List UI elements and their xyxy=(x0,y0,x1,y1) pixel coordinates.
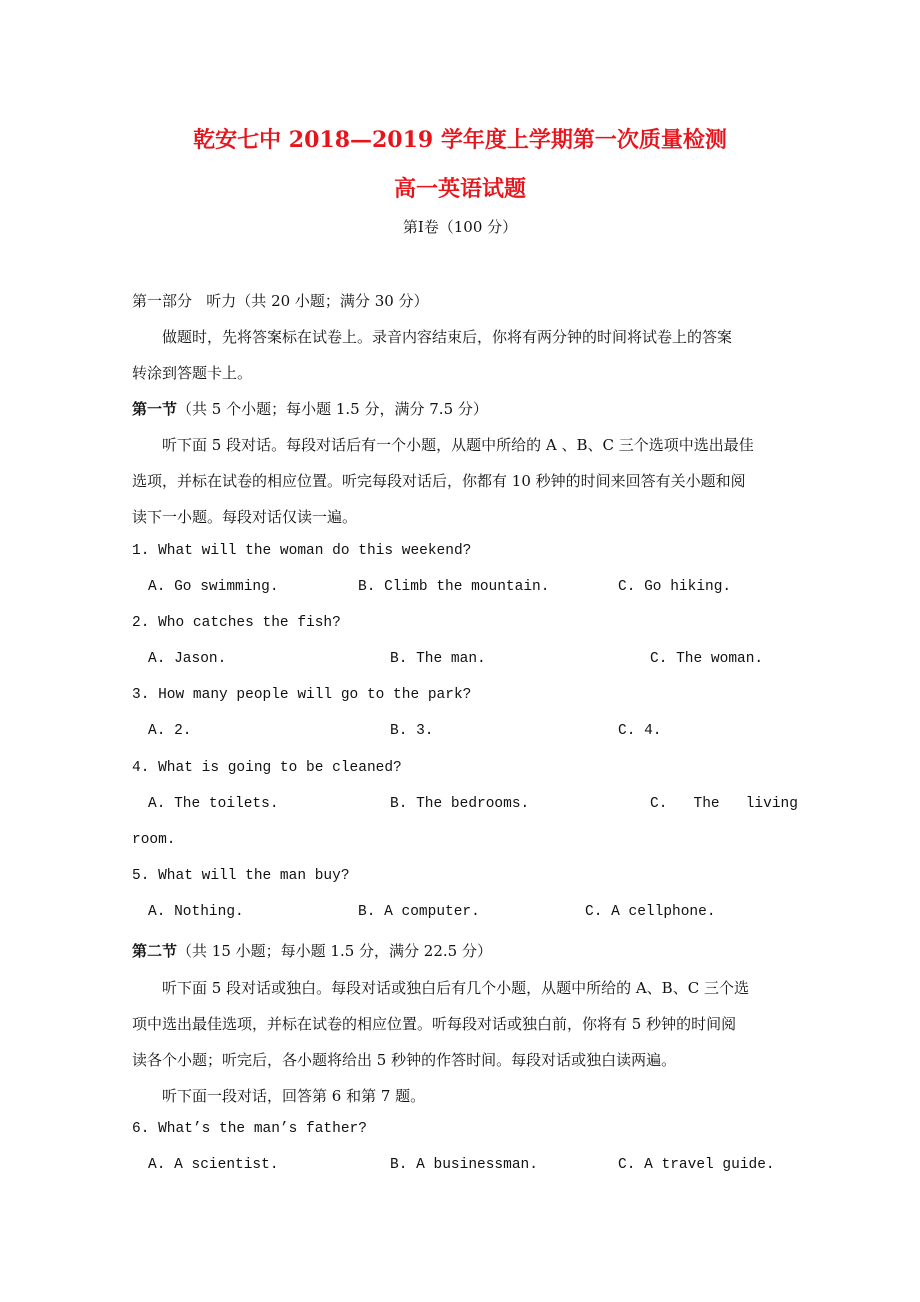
q2-option-c: C. The woman. xyxy=(650,651,764,667)
question-3: 3. How many people will go to the park? xyxy=(132,687,472,703)
q4-option-b: B. The bedrooms. xyxy=(390,796,530,812)
q4-option-a: A. The toilets. xyxy=(148,796,279,812)
section2-heading xyxy=(132,940,492,961)
q6-option-a: A. A scientist. xyxy=(148,1157,279,1173)
section1-heading xyxy=(132,398,488,419)
section1-meta: （共 5 个小题；每小题 1.5 分，满分 7.5 分） xyxy=(177,400,488,418)
q3-option-a: A. 2. xyxy=(148,723,192,739)
question-6: 6. What’s the man’s father? xyxy=(132,1121,367,1137)
q5-option-a: A. Nothing. xyxy=(148,904,244,920)
q3-option-c: C. 4. xyxy=(618,723,662,739)
volume-label: 第Ⅰ卷（100 分） xyxy=(402,218,518,236)
section1-label: 第一节 xyxy=(132,400,178,418)
section2-meta: （共 15 小题；每小题 1.5 分，满分 22.5 分） xyxy=(177,942,492,960)
part1-heading: 第一部分 听力（共 20 小题；满分 30 分） xyxy=(132,292,429,310)
q1-option-b: B. Climb the mountain. xyxy=(358,579,550,595)
q3-option-b: B. 3. xyxy=(390,723,434,739)
q5-option-c: C. A cellphone. xyxy=(585,904,716,920)
exam-subtitle: 高一英语试题 xyxy=(393,176,526,202)
q6-option-c: C. A travel guide. xyxy=(618,1157,775,1173)
dialog-intro: 听下面一段对话，回答第 6 和第 7 题。 xyxy=(162,1087,426,1105)
section2-instruction-cont: 读各个小题；听完后，各小题将给出 5 秒钟的作答时间。每段对话或独白读两遍。 xyxy=(132,1051,677,1069)
q1-option-a: A. Go swimming. xyxy=(148,579,279,595)
q6-option-b: B. A businessman. xyxy=(390,1157,538,1173)
section2-instruction: 听下面 5 段对话或独白。每段对话或独白后有几个小题，从题中所给的 A、B、C 三个选 xyxy=(162,979,749,997)
section2-label: 第二节 xyxy=(132,942,178,960)
q2-option-a: A. Jason. xyxy=(148,651,227,667)
section2-instruction-cont: 项中选出最佳选项，并标在试卷的相应位置。听每段对话或独白前，你将有 5 秒钟的时间阅 xyxy=(132,1015,737,1033)
part1-instruction: 做题时，先将答案标在试卷上。录音内容结束后，你将有两分钟的时间将试卷上的答案 xyxy=(162,328,733,346)
q4-option-c-cont: room. xyxy=(132,832,176,848)
section1-instruction-cont: 选项，并标在试卷的相应位置。听完每段对话后，你都有 10 秒钟的时间来回答有关小题和阅 xyxy=(132,472,746,490)
q1-option-c: C. Go hiking. xyxy=(618,579,732,595)
q4-option-c: C. The living xyxy=(650,796,798,812)
question-5: 5. What will the man buy? xyxy=(132,868,350,884)
q5-option-b: B. A computer. xyxy=(358,904,480,920)
exam-title: 乾安七中 2018—2019 学年度上学期第一次质量检测 xyxy=(193,127,727,153)
part1-instruction-cont: 转涂到答题卡上。 xyxy=(132,364,253,382)
section1-instruction-cont: 读下一小题。每段对话仅读一遍。 xyxy=(132,508,358,526)
question-1: 1. What will the woman do this weekend? xyxy=(132,543,472,559)
q2-option-b: B. The man. xyxy=(390,651,486,667)
question-4: 4. What is going to be cleaned? xyxy=(132,760,402,776)
question-2: 2. Who catches the fish? xyxy=(132,615,341,631)
section1-instruction: 听下面 5 段对话。每段对话后有一个小题，从题中所给的 A 、B、C 三个选项中选出最佳 xyxy=(162,436,754,454)
